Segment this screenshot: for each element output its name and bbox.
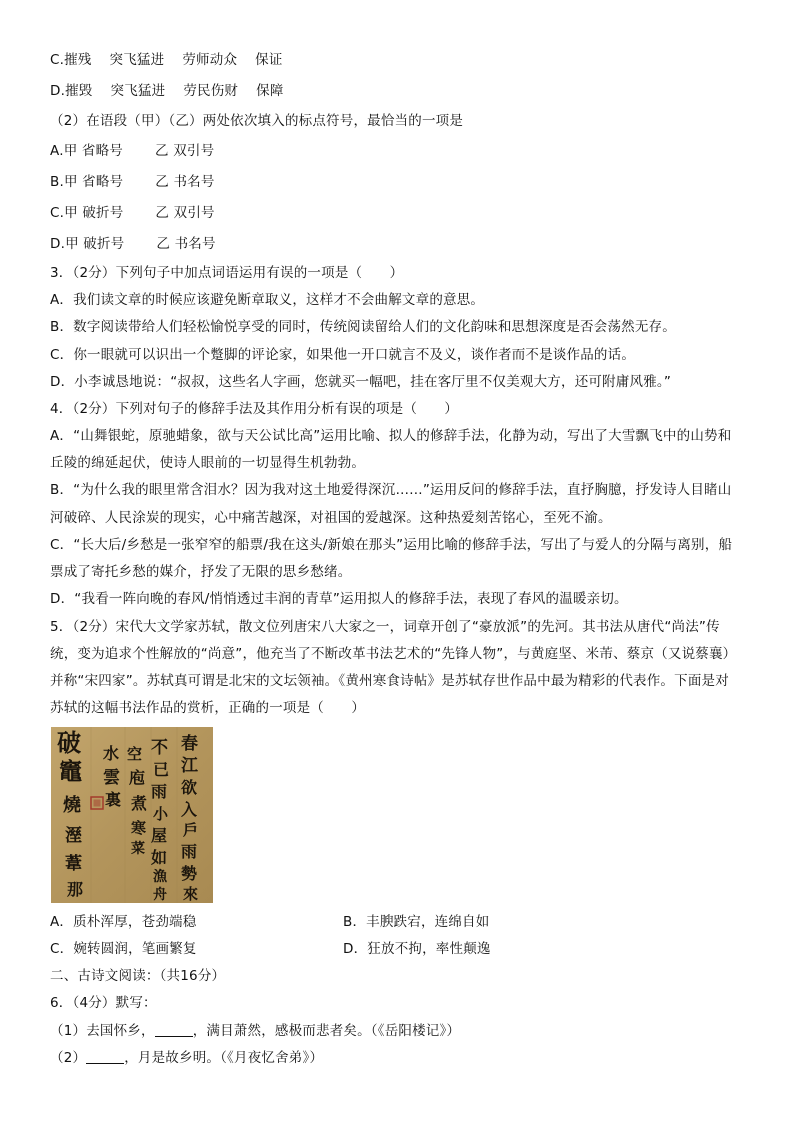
q2-sub2-option-c: C.甲 破折号 乙 双引号 [50,205,215,221]
answer-blank[interactable] [155,1022,193,1037]
q5-line3: 并称“宋四家”。苏轼真可谓是北宋的文坛领袖。《黄州寒食诗帖》是苏轼存世作品中最为精彩的代表作。下面是对 [50,673,729,689]
calligraphy-char: 雨 [151,782,168,801]
q5-line1: 5．（2分）宋代大文学家苏轼，散文位列唐宋八大家之一，词章开创了“豪放派”的先河。其书法从唐代“尚法”传 [50,619,720,635]
calligraphy-char: 寒 [131,819,147,837]
q5-option-b: B．丰腴跌宕，连绵自如 [343,914,490,930]
calligraphy-char: 那 [67,880,84,899]
calligraphy-char: 小 [153,805,169,823]
q2-sub2-option-d: D.甲 破折号 乙 书名号 [50,236,216,252]
calligraphy-char: 雲 [103,768,120,788]
answer-blank[interactable] [86,1049,124,1064]
q4-stem: 4．（2分）下列对句子的修辞手法及其作用分析有误的项是（ ） [50,401,459,417]
calligraphy-char: 已 [153,760,170,779]
q5-option-a: A．质朴浑厚，苍劲端稳 [50,914,197,930]
q4-option-c-line2: 票成了寄托乡愁的媒介，抒发了无限的思乡愁绪。 [50,564,352,580]
calligraphy-char: 破 [57,728,81,757]
calligraphy-char: 葦 [65,854,82,874]
calligraphy-char: 春 [181,734,198,754]
calligraphy-char: 雨 [181,842,198,861]
calligraphy-char: 竈 [59,758,82,785]
q3-option-b: B．数字阅读带给人们轻松愉悦享受的同时，传统阅读留给人们的文化韵味和思想深度是否会荡然无存。 [50,319,676,335]
calligraphy-char: 勢 [181,864,198,883]
calligraphy-char: 溼 [65,826,82,846]
section-title: 二、古诗文阅读：（共16分） [50,968,226,984]
calligraphy-char: 水 [103,744,120,763]
calligraphy-char: 舟 [153,887,167,903]
q4-option-a-line2: 丘陵的绵延起伏，使诗人眼前的一切显得生机勃勃。 [50,455,366,471]
q2-option-d: D.摧毁 突飞猛进 劳民伤财 保障 [50,83,284,99]
calligraphy-char: 菜 [131,841,145,857]
calligraphy-char: 庖 [129,768,146,787]
q6-item-2: （2） ，月是故乡明。（《月夜忆舍弟》） [50,1050,324,1066]
calligraphy-char: 漁 [153,869,167,885]
q2-option-c: C.摧残 突飞猛进 劳师动众 保证 [50,52,283,68]
calligraphy-char: 來 [183,885,199,903]
calligraphy-char: 入 [181,800,198,819]
q5-line2: 统，变为追求个性解放的“尚意”，他充当了不断改革书法艺术的“先锋人物”，与黄庭坚、米芾、蔡京（又说蔡襄） [50,646,737,662]
q4-option-b-line2: 河破碎、人民涂炭的现实，心中痛苦越深，对祖国的爱越深。这种热爱刻苦铭心，至死不渝。 [50,510,612,526]
q3-stem: 3．（2分）下列句子中加点词语运用有误的一项是（ ） [50,265,404,281]
calligraphy-char: 屋 [151,826,168,845]
calligraphy-char: 如 [151,848,168,867]
calligraphy-char: 戶 [183,821,199,839]
q5-option-c: C．婉转圆润，笔画繁复 [50,941,197,957]
calligraphy-artwork [51,727,213,903]
calligraphy-char: 江 [181,756,198,776]
q3-option-c: C．你一眼就可以识出一个蹩脚的评论家，如果他一开口就言不及义，谈作者而不是谈作品的话。 [50,347,636,363]
calligraphy-char: 裏 [105,790,122,809]
q4-option-c-line1: C．“长大后/乡愁是一张窄窄的船票/我在这头/新娘在那头”运用比喻的修辞手法，写出了与爱人的分隔与离别，船 [50,537,733,553]
calligraphy-char: 煮 [131,794,148,813]
q5-option-d: D．狂放不拘，率性颠逸 [343,941,491,957]
q5-line4: 苏轼的这幅书法作品的赏析，正确的一项是（ ） [50,700,366,716]
q2-sub2-option-b: B.甲 省略号 乙 书名号 [50,174,215,190]
calligraphy-char: 燒 [63,795,81,816]
q6-stem: 6．（4分）默写： [50,995,157,1011]
q3-option-a: A．我们读文章的时候应该避免断章取义，这样才不会曲解文章的意思。 [50,292,485,308]
q4-option-b-line1: B．“为什么我的眼里常含泪水？因为我对这土地爱得深沉……”运用反问的修辞手法，直抒胸臆，抒发诗人目睹山 [50,482,732,498]
calligraphy-char: 欲 [181,778,198,797]
calligraphy-char: 不 [151,738,168,758]
q2-sub2-option-a: A.甲 省略号 乙 双引号 [50,143,215,159]
calligraphy-image [51,727,213,903]
calligraphy-char: 空 [127,745,143,763]
q2-sub2-stem: （2）在语段（甲）（乙）两处依次填入的标点符号，最恰当的一项是 [50,113,464,129]
q4-option-d: D．“我看一阵向晚的春风/悄悄透过丰润的青草”运用拟人的修辞手法，表现了春风的温暖亲切。 [50,591,628,607]
q6-item-1: （1）去国怀乡， ，满目萧然，感极而悲者矣。（《岳阳楼记》） [50,1023,461,1039]
q4-option-a-line1: A．“山舞银蛇，原驰蜡象，欲与天公试比高”运用比喻、拟人的修辞手法，化静为动，写出了大雪飘飞中的山势和 [50,428,732,444]
q3-option-d: D．小李诚恳地说：“叔叔，这些名人字画，您就买一幅吧，挂在客厅里不仅美观大方，还可附庸风雅。” [50,374,672,390]
